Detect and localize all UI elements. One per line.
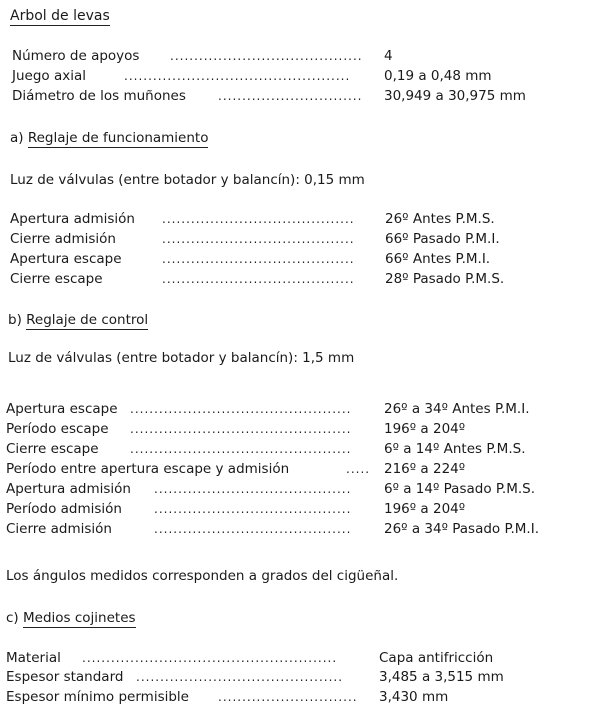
leader-dots: ............................. [218, 690, 358, 704]
leader-dots: ..................................................... [82, 651, 338, 665]
timing-row: Apertura escape .............................................. 26º a 34º Antes P.M.I. [6, 401, 530, 417]
leader-dots: ........................................ [170, 49, 363, 63]
timing-row: Apertura admisión ......................................... 6º a 14º Pasado P.M.S. [6, 481, 535, 497]
leader-dots: .............................................. [130, 402, 352, 416]
spec-row: Número de apoyos ........................................ 4 [12, 48, 393, 64]
leader-dots: ........................................ [162, 252, 355, 266]
valve-clearance-b: Luz de válvulas (entre botador y balancín): 1,5 mm [8, 350, 355, 366]
leader-dots: ........................................ [162, 212, 355, 226]
bearing-row: Espesor mínimo permisible ............................. 3,430 mm [6, 689, 449, 705]
bearing-row: Material ..................................................... Capa antifricción [6, 650, 494, 666]
section-heading-b: b) Reglaje de control [8, 312, 149, 328]
timing-row: Cierre escape .............................................. 6º a 14º Antes P.M.S. [6, 441, 526, 457]
section-heading-a: a) Reglaje de funcionamiento [10, 130, 209, 146]
leader-dots: ........................................ [162, 232, 355, 246]
bearing-row: Espesor standard ........................................... 3,485 a 3,515 mm [6, 669, 504, 685]
page-title: Arbol de levas [10, 8, 110, 24]
leader-dots: ........................................... [136, 670, 344, 684]
leader-dots: ........................................ [162, 272, 355, 286]
timing-row: Período admisión ......................................... 196º a 204º [6, 501, 466, 517]
spec-row: Diámetro de los muñones .............................. 30,949 a 30,975 mm [12, 88, 526, 104]
timing-row: Período entre apertura escape y admisión ..... 216º a 224º [6, 461, 466, 477]
timing-row: Apertura admisión ........................................ 26º Antes P.M.S. [10, 211, 495, 227]
section-heading-c: c) Medios cojinetes [6, 610, 136, 626]
valve-clearance-a: Luz de válvulas (entre botador y balancín): 0,15 mm [10, 172, 365, 188]
leader-dots: ..... [346, 462, 371, 476]
leader-dots: .............................................. [130, 422, 352, 436]
timing-row: Apertura escape ........................................ 66º Antes P.M.I. [10, 251, 491, 267]
leader-dots: .............................. [218, 89, 363, 103]
timing-row: Cierre escape ........................................ 28º Pasado P.M.S. [10, 271, 505, 287]
leader-dots: ......................................... [154, 482, 352, 496]
timing-row: Cierre admisión ........................................ 66º Pasado P.M.I. [10, 231, 500, 247]
timing-row: Período escape .............................................. 196º a 204º [6, 421, 466, 437]
leader-dots: ......................................... [154, 502, 352, 516]
timing-row: Cierre admisión ......................................... 26º a 34º Pasado P.M.I. [6, 521, 539, 537]
crankshaft-note: Los ángulos medidos corresponden a grados del cigüeñal. [6, 568, 399, 584]
leader-dots: ......................................... [154, 522, 352, 536]
spec-row: Juego axial ............................................... 0,19 a 0,48 mm [12, 68, 492, 84]
leader-dots: .............................................. [130, 442, 352, 456]
leader-dots: ............................................... [124, 69, 351, 83]
